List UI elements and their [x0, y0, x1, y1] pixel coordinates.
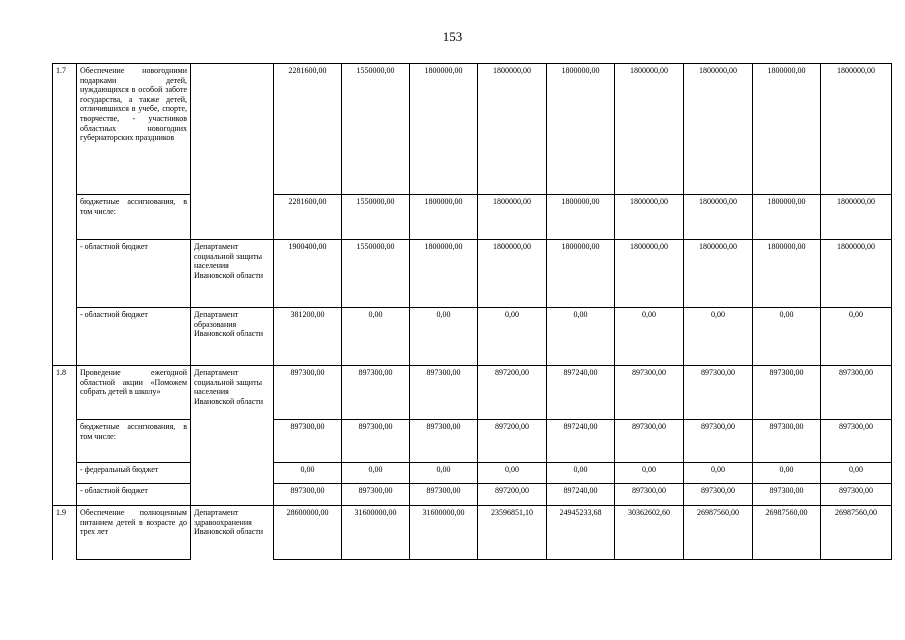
value-cell: 1900400,00	[274, 240, 342, 308]
row-executor: Департамент образования Ивановской области	[191, 308, 274, 366]
value-cell: 1800000,00	[478, 195, 547, 240]
page-number: 153	[442, 29, 463, 44]
row-executor: Департамент социальной защиты населения Ивановской области	[191, 240, 274, 308]
value-cell: 897300,00	[342, 366, 410, 420]
row-executor	[191, 64, 274, 240]
row-name: - областной бюджет	[77, 308, 191, 366]
value-cell: 897300,00	[615, 420, 684, 463]
value-cell: 0,00	[821, 463, 892, 484]
value-cell: 897300,00	[684, 366, 753, 420]
table-row	[53, 463, 892, 484]
value-cell: 897200,00	[478, 420, 547, 463]
value-cell: 897300,00	[821, 420, 892, 463]
value-cell: 1800000,00	[615, 64, 684, 195]
value-cell: 0,00	[615, 308, 684, 366]
value-cell: 1800000,00	[478, 64, 547, 195]
row-name: - федеральный бюджет	[77, 463, 191, 484]
value-cell: 26987560,00	[821, 506, 892, 560]
value-cell: 1800000,00	[410, 240, 478, 308]
value-cell: 0,00	[753, 308, 821, 366]
value-cell: 0,00	[274, 463, 342, 484]
row-index: 1.7	[53, 64, 77, 366]
value-cell: 0,00	[753, 463, 821, 484]
value-cell: 26987560,00	[684, 506, 753, 560]
value-cell: 0,00	[684, 308, 753, 366]
value-cell: 897240,00	[547, 366, 615, 420]
value-cell: 23596851,10	[478, 506, 547, 560]
value-cell: 0,00	[547, 463, 615, 484]
value-cell: 1800000,00	[684, 240, 753, 308]
value-cell: 1550000,00	[342, 240, 410, 308]
table-row	[53, 366, 892, 420]
value-cell: 897300,00	[821, 366, 892, 420]
value-cell: 30362602,60	[615, 506, 684, 560]
value-cell: 897240,00	[547, 484, 615, 506]
value-cell: 1800000,00	[821, 195, 892, 240]
value-cell: 31600000,00	[342, 506, 410, 560]
row-name: - областной бюджет	[77, 240, 191, 308]
value-cell: 0,00	[478, 308, 547, 366]
value-cell: 897240,00	[547, 420, 615, 463]
value-cell: 0,00	[478, 463, 547, 484]
row-name: - областной бюджет	[77, 484, 191, 506]
value-cell: 0,00	[410, 308, 478, 366]
value-cell: 1800000,00	[547, 195, 615, 240]
value-cell: 897300,00	[274, 366, 342, 420]
value-cell: 897300,00	[274, 420, 342, 463]
table-row	[53, 506, 892, 560]
row-name: Обеспечение новогодними подарками детей, нуждающихся в особой заботе государства, а также детей, отличившихся в учебе, спорте, творчестве, - участников областных новогодних губернаторских праздников	[77, 64, 191, 195]
row-name: Обеспечение полноценным питанием детей в возрасте до трех лет	[77, 506, 191, 560]
value-cell: 381200,00	[274, 308, 342, 366]
value-cell: 1800000,00	[821, 240, 892, 308]
value-cell: 1800000,00	[478, 240, 547, 308]
value-cell: 0,00	[684, 463, 753, 484]
table-row	[53, 308, 892, 366]
value-cell: 1800000,00	[753, 195, 821, 240]
table-row	[53, 240, 892, 308]
value-cell: 897300,00	[410, 484, 478, 506]
row-name: бюджетные ассигнования, в том числе:	[77, 195, 191, 240]
value-cell: 897300,00	[753, 484, 821, 506]
value-cell: 897300,00	[684, 420, 753, 463]
value-cell: 1800000,00	[615, 240, 684, 308]
value-cell: 1800000,00	[410, 64, 478, 195]
value-cell: 1800000,00	[410, 195, 478, 240]
value-cell: 2281600,00	[274, 64, 342, 195]
value-cell: 1800000,00	[821, 64, 892, 195]
value-cell: 28600000,00	[274, 506, 342, 560]
value-cell: 0,00	[547, 308, 615, 366]
value-cell: 0,00	[342, 308, 410, 366]
value-cell: 1800000,00	[753, 240, 821, 308]
value-cell: 897300,00	[342, 484, 410, 506]
value-cell: 1800000,00	[753, 64, 821, 195]
value-cell: 897300,00	[410, 420, 478, 463]
value-cell: 24945233,68	[547, 506, 615, 560]
value-cell: 897200,00	[478, 366, 547, 420]
table-row	[53, 195, 892, 240]
value-cell: 897300,00	[753, 420, 821, 463]
table-row	[53, 64, 892, 195]
value-cell: 1800000,00	[684, 64, 753, 195]
row-executor: Департамент социальной защиты населения Ивановской области	[191, 366, 274, 506]
value-cell: 0,00	[615, 463, 684, 484]
table-row	[53, 420, 892, 463]
row-index: 1.9	[53, 506, 77, 560]
value-cell: 1550000,00	[342, 64, 410, 195]
value-cell: 1800000,00	[547, 64, 615, 195]
value-cell: 897300,00	[753, 366, 821, 420]
budget-table	[52, 63, 892, 560]
value-cell: 0,00	[821, 308, 892, 366]
value-cell: 1550000,00	[342, 195, 410, 240]
row-executor: Департамент здравоохранения Ивановской области	[191, 506, 274, 560]
value-cell: 31600000,00	[410, 506, 478, 560]
value-cell: 897300,00	[410, 366, 478, 420]
value-cell: 897300,00	[821, 484, 892, 506]
value-cell: 1800000,00	[615, 195, 684, 240]
value-cell: 897300,00	[615, 484, 684, 506]
value-cell: 897300,00	[274, 484, 342, 506]
value-cell: 1800000,00	[547, 240, 615, 308]
value-cell: 2281600,00	[274, 195, 342, 240]
value-cell: 26987560,00	[753, 506, 821, 560]
value-cell: 897300,00	[615, 366, 684, 420]
table-row	[53, 484, 892, 506]
value-cell: 1800000,00	[684, 195, 753, 240]
value-cell: 897200,00	[478, 484, 547, 506]
value-cell: 897300,00	[684, 484, 753, 506]
value-cell: 0,00	[342, 463, 410, 484]
value-cell: 897300,00	[342, 420, 410, 463]
row-name: Проведение ежегодной областной акции «Поможем собрать детей в школу»	[77, 366, 191, 420]
value-cell: 0,00	[410, 463, 478, 484]
row-index: 1.8	[53, 366, 77, 506]
row-name: бюджетные ассигнования, в том числе:	[77, 420, 191, 463]
